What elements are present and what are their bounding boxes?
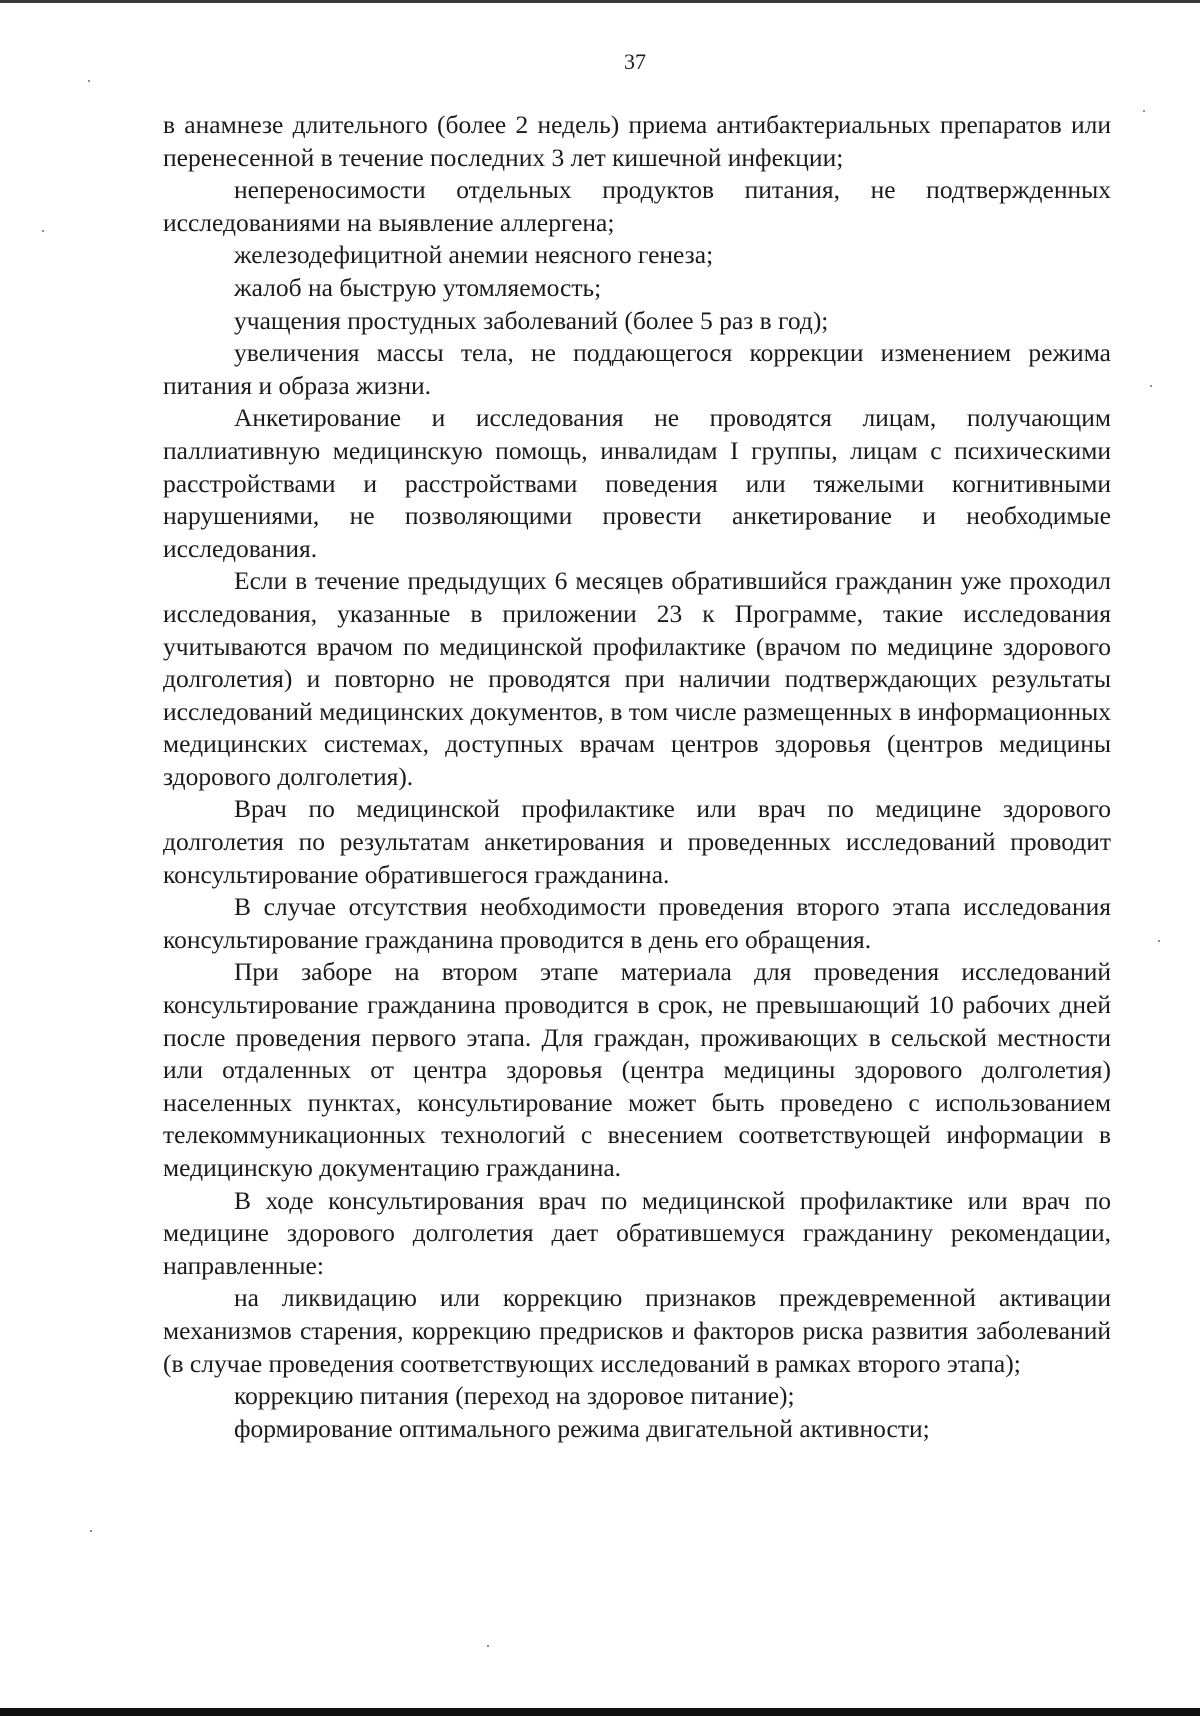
scan-speck xyxy=(1143,110,1145,112)
paragraph-exclusions: Анкетирование и исследования не проводятся лицам, получающим паллиативную медицинскую помощь, инвалидам I группы, лицам с психическими расстройствами и расстройствами поведения или тяжелыми когнитивными нарушениями, не позволяющими провести анкетирование и необходимые исследования. xyxy=(163,403,1111,563)
document-body xyxy=(163,109,1111,1445)
scan-bottom-edge xyxy=(0,1708,1200,1716)
scan-speck xyxy=(487,1645,489,1647)
paragraph-second-stage: При заборе на втором этапе материала для проведения исследований консультирование гражданина проводится в срок, не превышающий 10 рабочих дней после проведения первого этапа. Для граждан, проживающих в сельской местности или отдаленных от центра здоровья (центра медицины здорового долголетия) населенных пунктах, консультирование может быть проведено с использованием телекоммуникационных технологий с внесением соответствующей информации в медицинскую документацию гражданина. xyxy=(163,957,1111,1182)
paragraph-previous-tests: Если в течение предыдущих 6 месяцев обратившийся гражданин уже проходил исследования, указанные в приложении 23 к Программе, такие исследования учитываются врачом по медицинской профилактике (врачом по медицине здорового долголетия) и повторно не проводятся при наличии подтверждающих результаты исследований медицинских документов, в том числе размещенных в информационных медицинских системах, доступных врачам центров здоровья (центров медицины здорового долголетия). xyxy=(163,566,1111,791)
paragraph-food-intolerance: непереносимости отдельных продуктов питания, не подтвержденных исследованиями на выявление аллергена; xyxy=(163,175,1111,237)
paragraph-frequent-colds: учащения простудных заболеваний (более 5 раз в год); xyxy=(234,305,829,335)
paragraph-consultation: Врач по медицинской профилактике или врач по медицине здорового долголетия по результатам анкетирования и проведенных исследований проводит консультирование обратившегося гражданина. xyxy=(163,794,1111,889)
scan-speck xyxy=(90,1530,92,1532)
paragraph-weight-gain: увеличения массы тела, не поддающегося коррекции изменением режима питания и образа жизни. xyxy=(163,338,1111,400)
page-number: 37 xyxy=(624,49,646,74)
list-item-physical-activity: формирование оптимального режима двигательной активности; xyxy=(234,1413,930,1443)
scan-top-edge xyxy=(0,0,1200,3)
paragraph-same-day: В случае отсутствия необходимости проведения второго этапа исследования консультирование гражданина проводится в день его обращения. xyxy=(163,892,1111,954)
scan-speck xyxy=(1150,385,1152,387)
list-item-aging-correction: на ликвидацию или коррекцию признаков преждевременной активации механизмов старения, коррекцию предрисков и факторов риска развития заболеваний (в случае проведения соответствующих исследований в рамках второго этапа); xyxy=(163,1283,1111,1378)
paragraph-anemia: железодефицитной анемии неясного генеза; xyxy=(234,240,714,270)
paragraph-fatigue: жалоб на быструю утомляемость; xyxy=(234,272,602,302)
scan-speck xyxy=(1158,940,1160,942)
scan-speck xyxy=(88,80,90,82)
paragraph-history-antibiotics: в анамнезе длительного (более 2 недель) приема антибактериальных препаратов или перенесенной в течение последних 3 лет кишечной инфекции; xyxy=(163,110,1111,172)
list-item-nutrition: коррекцию питания (переход на здоровое питание); xyxy=(234,1381,795,1411)
paragraph-recommendations: В ходе консультирования врач по медицинской профилактике или врач по медицине здорового долголетия дает обратившемуся гражданину рекомендации, направленные: xyxy=(163,1185,1111,1280)
scan-speck xyxy=(42,230,44,232)
